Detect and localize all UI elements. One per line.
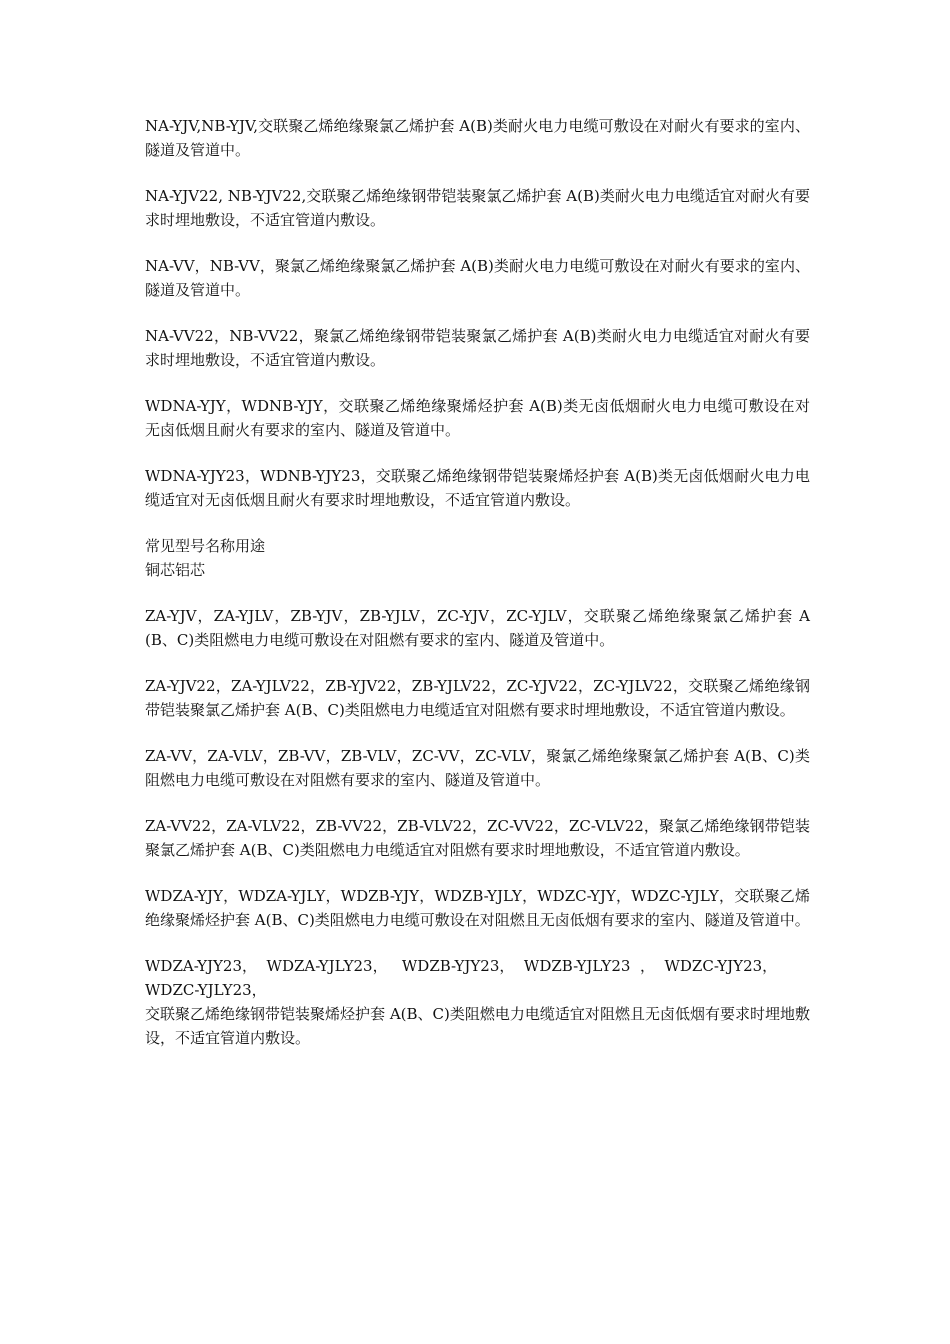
paragraph-wdza-yjy23 [145, 954, 810, 1050]
document-body [145, 114, 810, 1050]
heading-title: 常见型号名称用途 [145, 537, 266, 555]
paragraph-na-yjv: NA-YJV,NB-YJV,交联聚乙烯绝缘聚氯乙烯护套 A(B)类耐火电力电缆可敷设在对耐火有要求的室内、隧道及管道中。 [145, 117, 810, 159]
paragraph-na-vv22: NA-VV22，NB-VV22，聚氯乙烯绝缘钢带铠装聚氯乙烯护套 A(B)类耐火电力电缆适宜对耐火有要求时埋地敷设，不适宜管道内敷设。 [145, 327, 810, 369]
section-heading [145, 534, 810, 582]
paragraph-na-yjv22: NA-YJV22, NB-YJV22,交联聚乙烯绝缘钢带铠装聚氯乙烯护套 A(B)类耐火电力电缆适宜对耐火有要求时埋地敷设，不适宜管道内敷设。 [145, 187, 810, 229]
paragraph-za-vv22: ZA-VV22，ZA-VLV22，ZB-VV22，ZB-VLV22，ZC-VV22，ZC-VLV22，聚氯乙烯绝缘钢带铠装聚氯乙烯护套 A(B、C)类阻燃电力电缆适宜对阻燃有要求时埋地敷设，不适宜管道内敷设。 [145, 817, 810, 859]
model-list-line-2: WDZC-YJLY23， [145, 981, 267, 999]
model-list-line: WDZA-YJY23， WDZA-YJLY23， WDZB-YJY23， WDZB-YJLY23 ， WDZC-YJY23， [145, 957, 778, 975]
paragraph-wdna-yjy23: WDNA-YJY23，WDNB-YJY23，交联聚乙烯绝缘钢带铠装聚烯烃护套 A(B)类无卤低烟耐火电力电缆适宜对无卤低烟且耐火有要求时埋地敷设，不适宜管道内敷设。 [145, 467, 810, 509]
paragraph-wdza-yjy: WDZA-YJY，WDZA-YJLY，WDZB-YJY，WDZB-YJLY，WDZC-YJY，WDZC-YJLY，交联聚乙烯绝缘聚烯烃护套 A(B、C)类阻燃电力电缆可敷设在对阻燃且无卤低烟有要求的室内、隧道及管道中。 [145, 887, 810, 929]
paragraph-wdna-yjy: WDNA-YJY，WDNB-YJY，交联聚乙烯绝缘聚烯烃护套 A(B)类无卤低烟耐火电力电缆可敷设在对无卤低烟且耐火有要求的室内、隧道及管道中。 [145, 397, 810, 439]
heading-subtitle: 铜芯铝芯 [145, 561, 206, 579]
paragraph-za-yjv22: ZA-YJV22，ZA-YJLV22，ZB-YJV22，ZB-YJLV22，ZC-YJV22，ZC-YJLV22，交联聚乙烯绝缘钢带铠装聚氯乙烯护套 A(B、C)类阻燃电力电缆适宜对阻燃有要求时埋地敷设，不适宜管道内敷设。 [145, 677, 810, 719]
paragraph-za-vv: ZA-VV，ZA-VLV，ZB-VV，ZB-VLV，ZC-VV，ZC-VLV，聚氯乙烯绝缘聚氯乙烯护套 A(B、C)类阻燃电力电缆可敷设在对阻燃有要求的室内、隧道及管道中。 [145, 747, 810, 789]
paragraph-text: 交联聚乙烯绝缘钢带铠装聚烯烃护套 A(B、C)类阻燃电力电缆适宜对阻燃且无卤低烟有要求时埋地敷设，不适宜管道内敷设。 [145, 1005, 810, 1047]
paragraph-za-yjv: ZA-YJV，ZA-YJLV，ZB-YJV，ZB-YJLV，ZC-YJV，ZC-YJLV，交联聚乙烯绝缘聚氯乙烯护套 A(B、C)类阻燃电力电缆可敷设在对阻燃有要求的室内、隧道及管道中。 [145, 607, 810, 649]
paragraph-na-vv: NA-VV，NB-VV，聚氯乙烯绝缘聚氯乙烯护套 A(B)类耐火电力电缆可敷设在对耐火有要求的室内、隧道及管道中。 [145, 257, 810, 299]
